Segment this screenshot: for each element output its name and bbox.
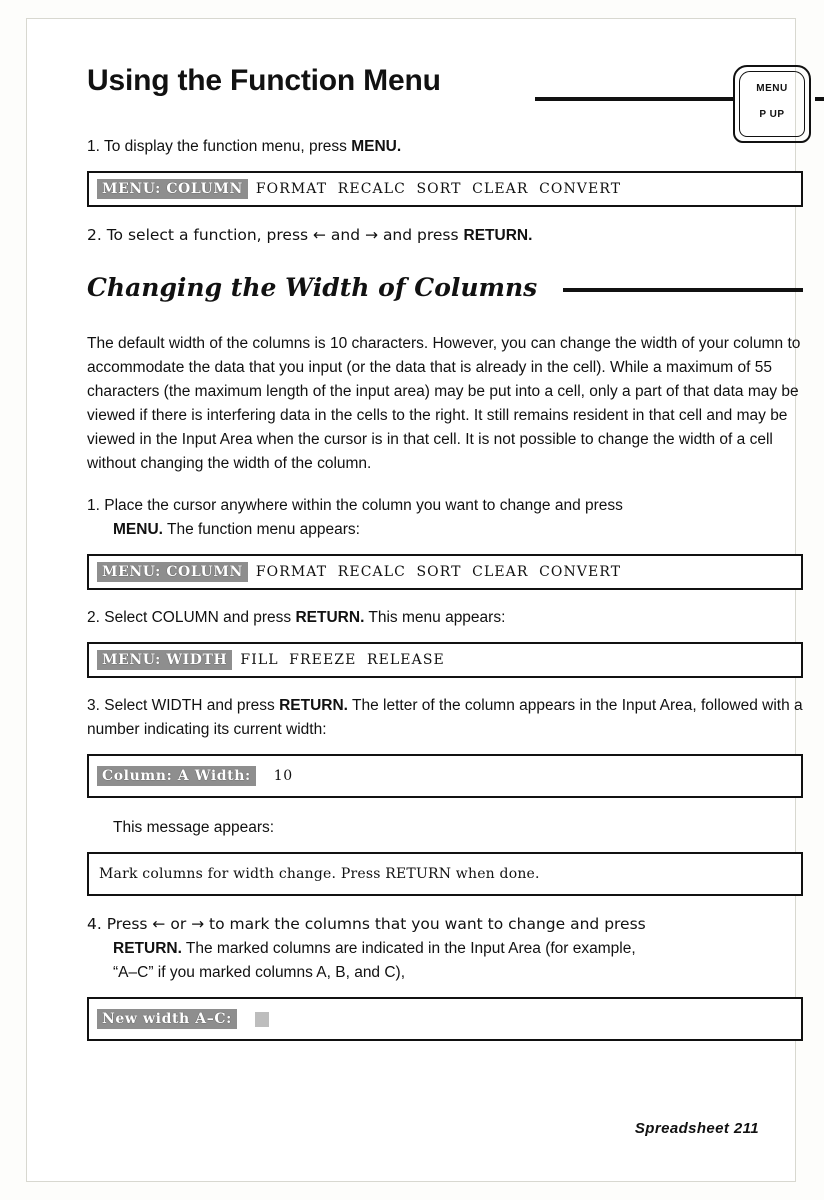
menu-bar-3-highlight: MENU: WIDTH [97, 650, 232, 670]
step-4-line2 [87, 937, 803, 961]
input-bar-2-highlight: New width A–C: [97, 1009, 237, 1029]
section-rule [563, 288, 803, 292]
step-4-bold: RETURN. [113, 940, 182, 957]
step-2-tail: This menu appears: [364, 609, 506, 626]
step-4-line3: “A–C” if you marked columns A, B, and C), [113, 964, 406, 981]
section-heading: Changing the Width of Columns [87, 273, 538, 302]
input-area-column-width [87, 754, 803, 798]
input-bar-1-highlight: Column: A Width: [97, 766, 256, 786]
step-1-bold: MENU. [113, 521, 163, 538]
step-1-tail: The function menu appears: [162, 521, 360, 538]
menu-bar-3-items: FILL FREEZE RELEASE [240, 652, 445, 668]
step-display-menu-bold: MENU. [351, 138, 402, 155]
message-note: This message appears: [113, 819, 275, 836]
status-message-text: Mark columns for width change. Press RETURN when done. [99, 866, 540, 882]
section-heading-row [87, 272, 803, 312]
step-4-tail: The marked columns are indicated in the Input Area (for example, [181, 940, 636, 957]
step-select-function [87, 223, 803, 248]
step-3-text: 3. Select WIDTH and press [87, 697, 280, 714]
menu-key-icon [733, 65, 811, 143]
page-sheet [26, 18, 803, 1182]
step-3-tail: The letter of the column appears in the Input Area, followed with a number indicating its current width: [87, 697, 803, 738]
key-outline-inner [739, 71, 805, 137]
key-label-menu: MENU [756, 83, 788, 94]
step-2-bold: RETURN. [295, 609, 365, 626]
status-message-bar [87, 852, 803, 896]
title-rule-right [815, 97, 824, 101]
step-select-function-bold: RETURN. [463, 227, 533, 244]
input-area-new-width [87, 997, 803, 1041]
page-footer: Spreadsheet 211 [634, 1120, 759, 1137]
step-display-menu [87, 135, 803, 159]
step-3-select-width [87, 694, 803, 742]
step-1-line2 [87, 518, 803, 542]
function-menu-bar-1 [87, 171, 803, 207]
title-row [87, 61, 803, 135]
step-2-text: 2. Select COLUMN and press [87, 609, 296, 626]
step-1-line1: 1. Place the cursor anywhere within the column you want to change and press [87, 497, 623, 514]
body-paragraph: The default width of the columns is 10 characters. However, you can change the width of your column to accommodate the data that you input (or the data that is already in the cell). While a maximum of 55 characters (the maximum length of the input area) may be put into a cell, only a part of that data may be viewed if there is interfering data in the cells to the right. It still remains resident in that cell and may be viewed in the Input Area when the cursor is in that cell. It is not possible to change the width of a cell without changing the width of the column. [87, 335, 801, 472]
step-3-bold: RETURN. [279, 697, 348, 714]
page-content [87, 61, 803, 1057]
step-4-mark-columns [87, 912, 803, 985]
column-menu-bar [87, 642, 803, 678]
title-rule-left [535, 97, 735, 101]
step-select-function-text: 2. To select a function, press ← and → and press [87, 226, 464, 244]
step-1-place-cursor [87, 494, 803, 542]
key-label-pageup: P UP [759, 109, 785, 120]
step-2-select-column [87, 606, 803, 630]
menu-bar-1-items: FORMAT RECALC SORT CLEAR CONVERT [255, 181, 622, 197]
cursor-block-icon [255, 1012, 269, 1027]
menu-bar-1-highlight: MENU: COLUMN [97, 179, 248, 199]
menu-bar-2-items: FORMAT RECALC SORT CLEAR CONVERT [255, 564, 622, 580]
menu-bar-2-highlight: MENU: COLUMN [97, 562, 248, 582]
function-menu-bar-2 [87, 554, 803, 590]
input-bar-1-value: 10 [273, 768, 293, 784]
step-4-line1: 4. Press ← or → to mark the columns that you want to change and press [87, 915, 646, 933]
page-title: Using the Function Menu [87, 64, 441, 97]
step-display-menu-text: 1. To display the function menu, press [87, 138, 352, 155]
